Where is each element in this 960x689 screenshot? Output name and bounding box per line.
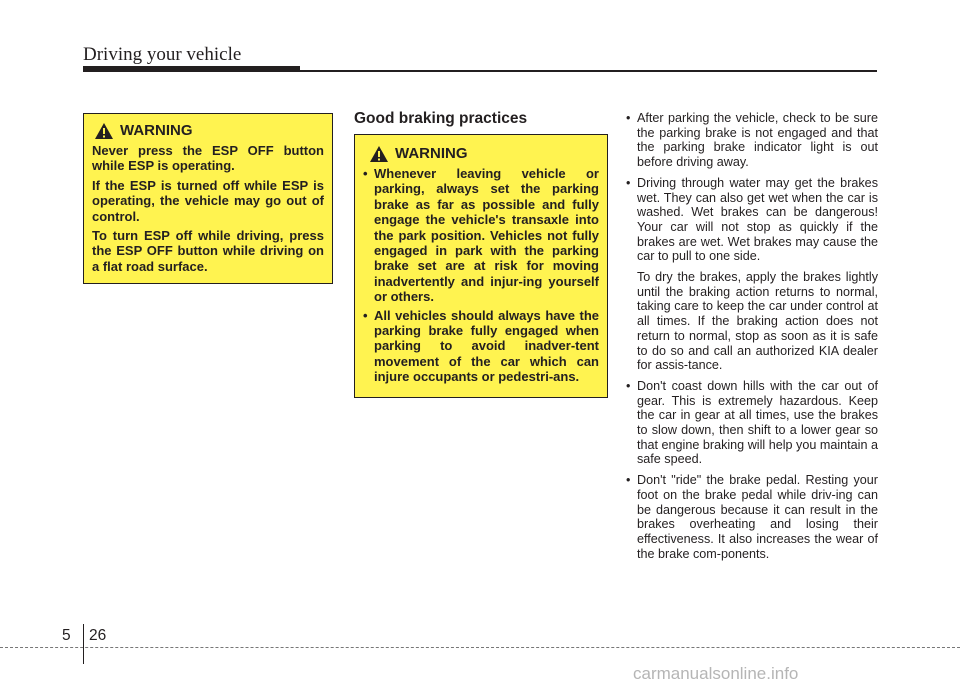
warning-paragraph: If the ESP is turned off while ESP is operating, the vehicle may go out of control.: [92, 177, 324, 224]
warning-list-item: • All vehicles should always have the parking brake fully engaged when parking to avoid inadver-tent movement of the car which can injure occupants or pedestri-ans.: [363, 308, 599, 385]
warning-triangle-icon: [369, 145, 389, 163]
list-item-text: Driving through water may get the brakes wet. They can also get wet when the car is washed. Wet brakes can be dangerous! Your car will not stop as quickly if the brakes are wet. Wet brakes may cause the car to pull to one side.: [637, 175, 878, 264]
warning-title-row: [363, 145, 599, 163]
braking-practices-column: [626, 111, 878, 567]
braking-practices-list: [626, 111, 878, 561]
warning-title: WARNING: [395, 145, 468, 163]
warning-box-parking: [354, 134, 608, 398]
warning-list: [363, 166, 599, 385]
list-item: • After parking the vehicle, check to be sure the parking brake is not engaged and that the parking brake indicator light is out before driving away.: [626, 111, 878, 170]
list-item-paragraph: To dry the brakes, apply the brakes lightly until the braking action returns to normal, taking care to keep the car under control at all times. If the braking action does not return to normal, stop as soon as it is safe to do so and call an authorized KIA dealer for assis-tance.: [637, 270, 878, 373]
warning-paragraph: Never press the ESP OFF button while ESP is operating.: [92, 143, 324, 174]
header-rule-thick: [83, 66, 300, 72]
warning-paragraph: To turn ESP off while driving, press the ESP OFF button while driving on a flat road surface.: [92, 228, 324, 274]
footer-separator: [83, 624, 84, 664]
warning-box-esp: [83, 113, 333, 284]
section-number: 5: [62, 627, 71, 644]
warning-title-row: [92, 122, 324, 140]
warning-list-item: • Whenever leaving vehicle or parking, always set the parking brake as far as possible and fully engage the vehicle's transaxle into the park position. Vehicles not fully engaged in park with the parking brake set are at risk for moving inadvertently and injur-ing yourself or others.: [363, 166, 599, 305]
header-title: Driving your vehicle: [83, 44, 242, 65]
header-rule-thin: [300, 70, 877, 72]
watermark: carmanualsonline.info: [633, 664, 799, 683]
list-item: [626, 176, 878, 373]
footer-rule: [0, 647, 960, 648]
list-item: • Don't coast down hills with the car out of gear. This is extremely hazardous. Keep the car in gear at all times, use the brakes to slow down, then shift to a lower gear so that engine braking will help you maintain a safe speed.: [626, 379, 878, 467]
warning-title: WARNING: [120, 122, 193, 140]
section-heading: Good braking practices: [354, 110, 528, 127]
page-number: 26: [89, 627, 107, 644]
warning-triangle-icon: [94, 122, 114, 140]
list-item: • Don't "ride" the brake pedal. Resting your foot on the brake pedal while driv-ing can be dangerous because it can result in the brakes overheating and losing their effectiveness. It also increases the wear of the brake com-ponents.: [626, 473, 878, 561]
